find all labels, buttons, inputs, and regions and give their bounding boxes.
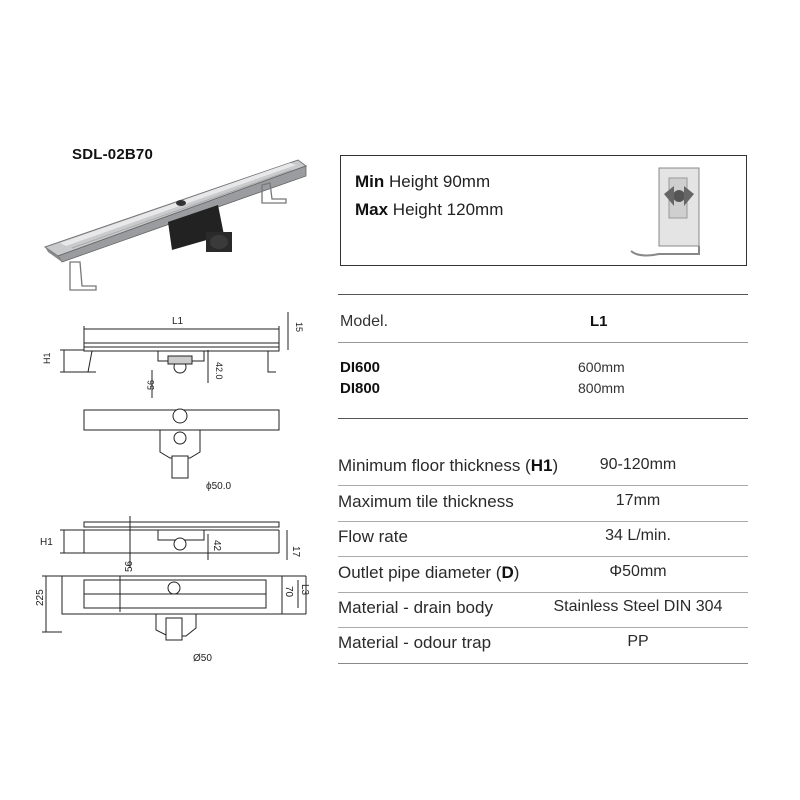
dim-h1-top: H1 [42,352,52,364]
spec-value: PP [627,633,649,650]
dim-56-top: 56 [146,379,156,390]
l1-header: L1 [590,313,608,330]
dim-225: 225 [35,589,46,606]
dim-56-bottom: 56 [124,560,135,572]
dim-70: 70 [283,586,294,598]
max-height-text: Height 120mm [388,200,504,219]
dim-15: 15 [294,322,304,333]
model-header: Model. [340,313,389,330]
spec-label-text: Minimum floor thickness ( [338,456,531,475]
dim-phi50-top: ϕ50.0 [206,481,232,492]
model-row-di800: DI800 [340,380,381,397]
dim-phi50-bottom: Ø50 [193,653,212,664]
min-label: Min [355,172,385,191]
dim-17: 17 [290,546,301,558]
spec-value: 34 L/min. [605,527,671,544]
spec-label-bold: D [501,563,514,582]
dim-l3: L3 [299,584,310,596]
spec-value: 90-120mm [599,456,677,473]
dim-l1: L1 [172,316,184,327]
l1-row-di600: 600mm [578,359,625,375]
spec-label-text: ) [552,456,559,475]
dim-42-bottom: 42 [211,540,222,552]
min-height-text: Height 90mm [384,172,491,191]
spec-value: Stainless Steel DIN 304 [553,598,723,615]
spec-label-bold: H1 [530,456,553,475]
spec-label-text: Outlet pipe diameter ( [338,563,502,582]
spec-label: Flow rate [338,527,408,546]
spec-label: Material - odour trap [338,633,492,652]
dim-h1-bottom: H1 [40,537,53,548]
product-model-title: SDL-02B70 [72,146,153,163]
spec-label: Maximum tile thickness [338,492,514,511]
spec-label-text: ) [513,563,520,582]
model-row-di600: DI600 [340,359,381,376]
max-label: Max [355,200,389,219]
spec-value: Φ50mm [609,563,667,580]
spec-label: Material - drain body [338,598,493,617]
dim-42-top: 42.0 [214,362,224,380]
spec-value: 17mm [615,492,661,509]
l1-row-di800: 800mm [578,380,625,396]
